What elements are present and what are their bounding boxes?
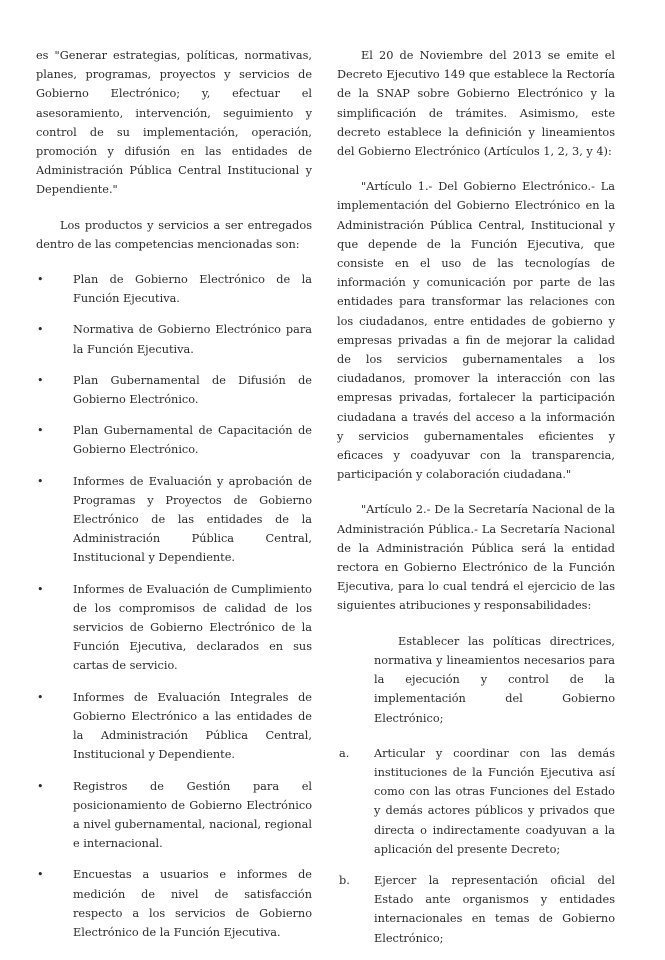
list-item-text: Articular y coordinar con las demás instituciones de la Función Ejecutiva así como con las otras Funciones del Estado y demás actores públicos y privados que directa o indirectamente coadyuvan a la aplicación del presente Decreto; (374, 746, 615, 856)
bullet-icon: • (37, 474, 44, 488)
list-item (337, 744, 615, 859)
list-item-text: Informes de Evaluación Integrales de Gobierno Electrónico a las entidades de la Administración Pública Central, Institucional y Dependiente. (73, 690, 312, 762)
list-item-text: Ejercer la representación oficial del Estado ante organismos y entidades internacionales en temas de Gobierno Electrónico; (374, 873, 615, 945)
list-item-text: Informes de Evaluación de Cumplimiento de los compromisos de calidad de los servicios de Gobierno Electrónico de la Función Ejecutiva, declarados en sus cartas de servicio. (73, 582, 312, 673)
bullet-icon: • (37, 373, 44, 387)
list-item (36, 320, 312, 358)
list-item-text: Registros de Gestión para el posicionamiento de Gobierno Electrónico a nivel gubernamental, nacional, regional e internacional. (73, 779, 312, 851)
list-item (36, 270, 312, 308)
list-item (36, 865, 312, 942)
list-item (36, 580, 312, 676)
left-column (36, 46, 312, 954)
establish-paragraph: Establecer las políticas directrices, normativa y lineamientos necesarios para la ejecución y control de la implementación del Gobierno Electrónico; (374, 634, 615, 725)
products-list (36, 270, 312, 942)
list-item-text: Normativa de Gobierno Electrónico para la Función Ejecutiva. (73, 323, 312, 356)
bullet-icon: • (37, 273, 44, 287)
attributions-list (337, 744, 615, 948)
list-item-text: Encuestas a usuarios e informes de medición de nivel de satisfacción respecto a los servicios de Gobierno Electrónico de la Función Ejecutiva. (73, 868, 312, 939)
list-item (36, 371, 312, 409)
list-item-text: Plan de Gobierno Electrónico de la Función Ejecutiva. (73, 273, 312, 306)
bullet-icon: • (37, 424, 44, 438)
article-2-quote: "Artículo 2.- De la Secretaría Nacional de la Administración Pública.- La Secretaría Nacional de la Administración Pública será la entidad rectora en Gobierno Electrónico de la Función Ejecutiva, para lo cual tendrá el ejercicio de las siguientes atribuciones y responsabilidades: (337, 503, 615, 613)
right-column (337, 46, 615, 960)
bullet-icon: • (37, 323, 44, 337)
item-letter: a. (339, 746, 350, 760)
bullet-icon: • (37, 779, 44, 793)
list-item (36, 777, 312, 854)
products-intro: Los productos y servicios a ser entregados dentro de las competencias mencionadas son: (36, 218, 312, 251)
list-item-text: Plan Gubernamental de Capacitación de Gobierno Electrónico. (73, 424, 312, 457)
bullet-icon: • (37, 582, 44, 596)
intro-paragraph: es "Generar estrategias, políticas, normativas, planes, programas, proyectos y servicios de Gobierno Electrónico; y, efectuar el asesoramiento, intervención, seguimiento y control de su implementación, operación, promoción y difusión en las entidades de Administración Pública Central Institucional y Dependiente." (36, 49, 312, 197)
list-item (337, 871, 615, 948)
list-item-text: Informes de Evaluación y aprobación de Programas y Proyectos de Gobierno Electrónico de las entidades de la Administración Pública Central, Institucional y Dependiente. (73, 474, 312, 565)
bullet-icon: • (37, 868, 44, 882)
bullet-icon: • (37, 690, 44, 704)
list-item (36, 421, 312, 459)
list-item-text: Plan Gubernamental de Difusión de Gobierno Electrónico. (73, 373, 312, 407)
article-1-quote: "Artículo 1.- Del Gobierno Electrónico.- La implementación del Gobierno Electrónico en la Administración Pública Central, Institucional y que depende de la Función Ejecutiva, que consiste en el uso de las tecnologías de información y comunicación por parte de las entidades para transformar las relaciones con los ciudadanos, entre entidades de gobierno y empresas privadas a fin de mejorar la calidad de los servicios gubernamentales a los ciudadanos, promover la interacción con las empresas privadas, fortalecer la participación ciudadana a través del acceso a la información y servicios gubernamentales eficientes y eficaces y coadyuvar con la transparencia, participación y colaboración ciudadana." (337, 180, 615, 482)
list-item (36, 688, 312, 765)
decree-paragraph: El 20 de Noviembre del 2013 se emite el Decreto Ejecutivo 149 que establece la Rectoría de la SNAP sobre Gobierno Electrónico y la simplificación de trámites. Asimismo, este decreto establece la definición y lineamientos del Gobierno Electrónico (Artículos 1, 2, 3, y 4): (337, 49, 615, 159)
list-item (36, 472, 312, 568)
item-letter: b. (339, 873, 350, 887)
